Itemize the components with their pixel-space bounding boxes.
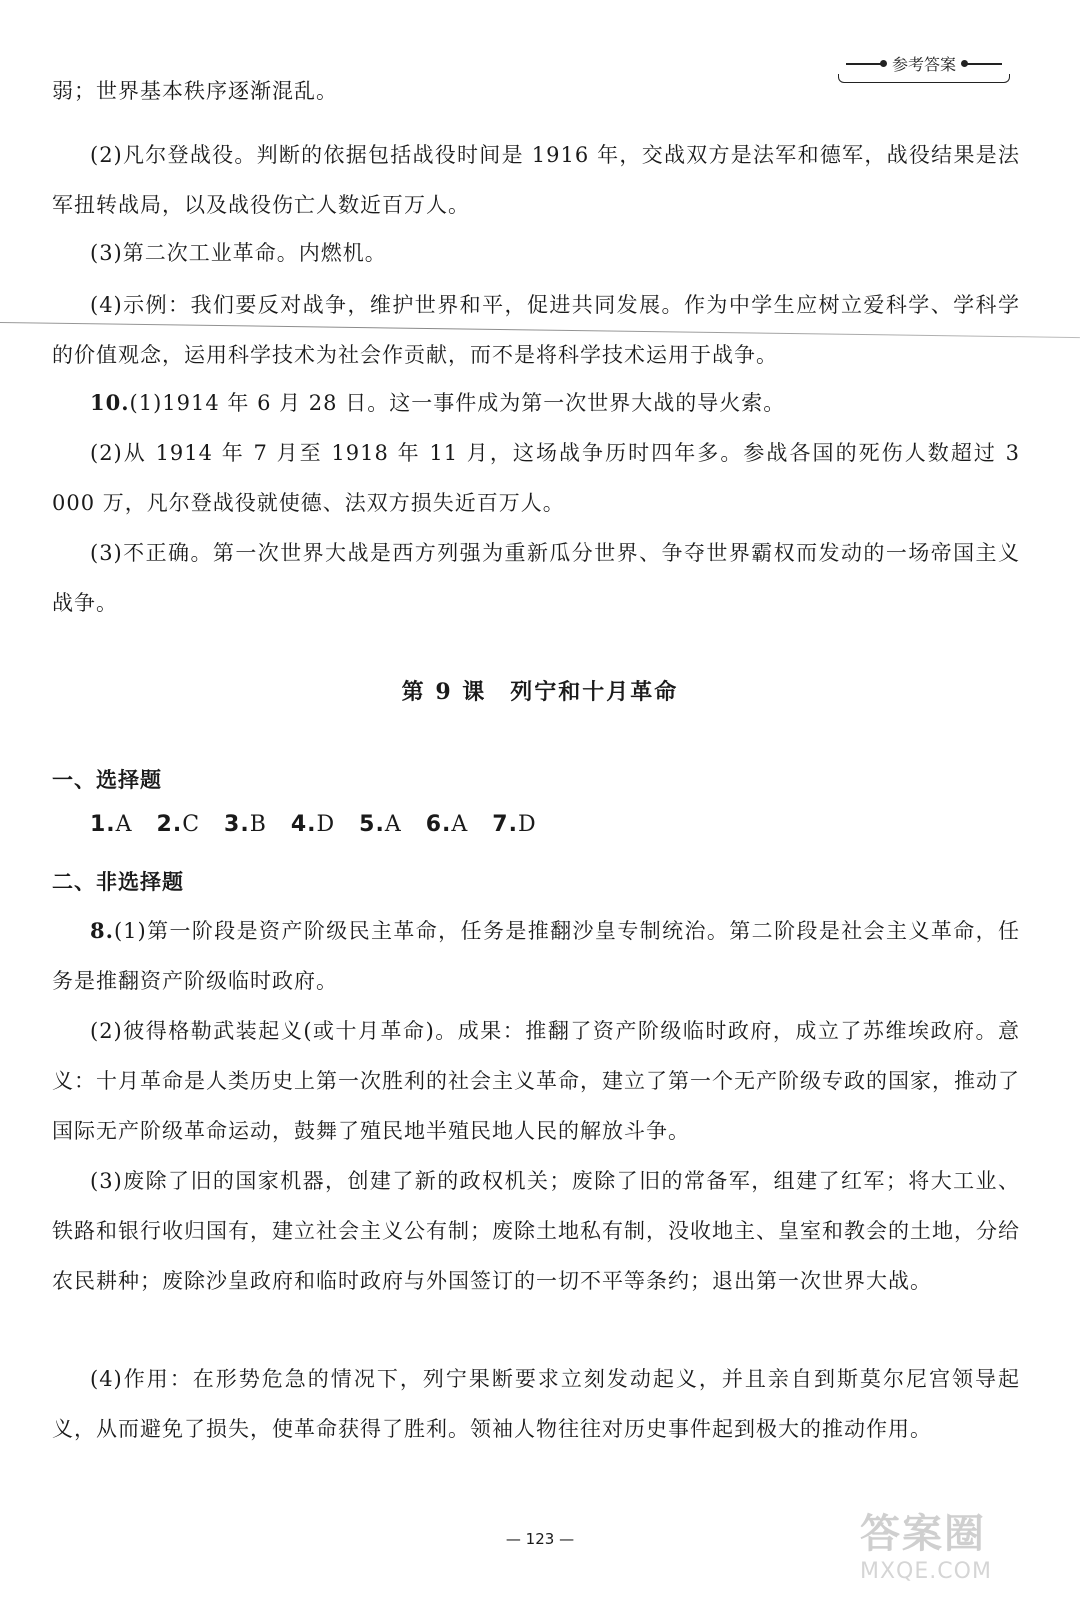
paragraph-q10-2: (2)从 1914 年 7 月至 1918 年 11 月，这场战争历时四年多。参战各国的死伤人数超过 3 000 万，凡尔登战役就使德、法双方损失近百万人。 bbox=[52, 441, 1020, 515]
choice-answer: 6.A bbox=[425, 812, 469, 837]
choice-answer: 3.B bbox=[224, 812, 267, 837]
paragraph-q10-1 bbox=[52, 378, 1020, 428]
header-left-rule bbox=[846, 63, 884, 65]
q8-number: 8. bbox=[90, 918, 114, 943]
watermark-domain: MXQE.COM bbox=[860, 1559, 992, 1584]
watermark-text: 答案圈 bbox=[860, 1511, 986, 1557]
header-tag-label: 参考答案 bbox=[891, 55, 956, 74]
watermark-logo bbox=[860, 1502, 1050, 1584]
paragraph-q8-4: (4)作用：在形势危急的情况下，列宁果断要求立刻发动起义，并且亲自到斯莫尔尼宫领导起义，从而避免了损失，使革命获得了胜利。领袖人物往往对历史事件起到极大的推动作用。 bbox=[52, 1367, 1020, 1441]
q8-part1: (1)第一阶段是资产阶级民主革命，任务是推翻沙皇专制统治。第二阶段是社会主义革命，任务是推翻资产阶级临时政府。 bbox=[52, 919, 1020, 993]
section-choice-heading: 一、选择题 bbox=[52, 768, 162, 792]
choice-answer: 2.C bbox=[156, 812, 201, 837]
page-number: — 123 — bbox=[505, 1530, 575, 1548]
paragraph-q8-3: (3)废除了旧的国家机器，创建了新的政权机关；废除了旧的常备军，组建了红军；将大工业、铁路和银行收归国有，建立社会主义公有制；废除土地私有制，没收地主、皇室和教会的土地，分给农民耕种；废除沙皇政府和临时政府与外国签订的一切不平等条约；退出第一次世界大战。 bbox=[52, 1169, 1020, 1293]
paragraph-q10-3: (3)不正确。第一次世界大战是西方列强为重新瓜分世界、争夺世界霸权而发动的一场帝国主义战争。 bbox=[52, 541, 1020, 615]
choice-answer: 4.D bbox=[290, 812, 336, 837]
q10-part1: (1)1914 年 6 月 28 日。这一事件成为第一次世界大战的导火索。 bbox=[129, 391, 786, 415]
choice-answers bbox=[90, 812, 537, 837]
lesson-title: 第 9 课 列宁和十月革命 bbox=[401, 679, 679, 705]
q10-number: 10. bbox=[90, 390, 130, 415]
choice-answer: 5.A bbox=[359, 812, 402, 837]
paragraph-continuation: 弱；世界基本秩序逐渐混乱。 bbox=[52, 79, 338, 103]
section-nonchoice-heading: 二、非选择题 bbox=[52, 870, 184, 894]
choice-answer: 1.A bbox=[90, 812, 133, 837]
paragraph-q9-4: (4)示例：我们要反对战争，维护世界和平，促进共同发展。作为中学生应树立爱科学、学科学的价值观念，运用科学技术为社会作贡献，而不是将科学技术运用于战争。 bbox=[52, 293, 1020, 367]
choice-answer: 7.D bbox=[492, 812, 537, 837]
paragraph-q9-3: (3)第二次工业革命。内燃机。 bbox=[90, 241, 387, 265]
paragraph-q8-2: (2)彼得格勒武装起义(或十月革命)。成果：推翻了资产阶级临时政府，成立了苏维埃政府。意义：十月革命是人类历史上第一次胜利的社会主义革命，建立了第一个无产阶级专政的国家，推动了国际无产阶级革命运动，鼓舞了殖民地半殖民地人民的解放斗争。 bbox=[52, 1019, 1020, 1143]
paragraph-q9-2: (2)凡尔登战役。判断的依据包括战役时间是 1916 年，交战双方是法军和德军，战役结果是法军扭转战局，以及战役伤亡人数近百万人。 bbox=[52, 143, 1020, 217]
header-right-rule bbox=[964, 63, 1002, 65]
paragraph-q8-1 bbox=[52, 906, 1020, 1006]
